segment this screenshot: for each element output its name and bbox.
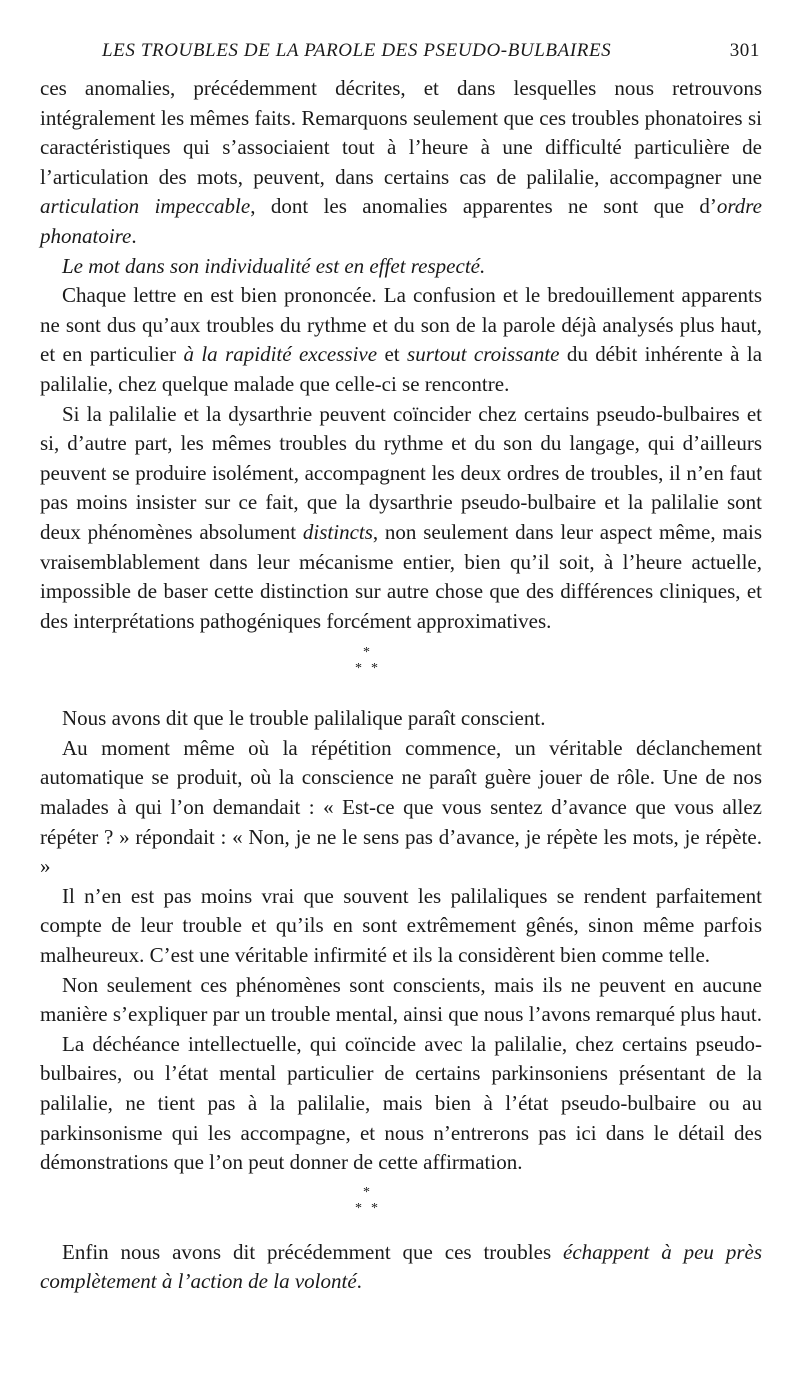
paragraph	[40, 252, 762, 282]
section-break-asterism	[40, 1182, 762, 1220]
paragraph	[40, 1238, 762, 1297]
paragraph	[40, 734, 762, 882]
text-run: du débit inhérente à la palilalie, chez quelque malade que celle-ci se rencontre.	[40, 342, 763, 396]
page-number: 301	[729, 40, 760, 61]
text-run: ces anomalies, précédemment décrites, et dans lesquelles nous retrouvons intégralement les mêmes faits. Remarquons seulement que ces troubles phonatoires si caractéristiques qui s’associaient tout à l’heure à une difficulté particulière de l’articulation des mots, peuvent, dans certains cas de palilalie, accompagner une	[40, 76, 762, 189]
text-run: Enfin nous avons dit précédemment que ces troubles	[62, 1239, 564, 1264]
text-run: , non seulement dans leur aspect même, mais vraisemblablement dans leur mécanisme entier, bien qu’il soit, à l’heure actuelle, impossible de baser cette distinction sur autre chose que des différences cliniques, et des interprétations pathogéniques forcément approximatives.	[40, 519, 762, 633]
asterisk: *	[355, 1200, 362, 1216]
italic-text-run: ordre phonatoire	[40, 194, 762, 248]
running-title: LES TROUBLES DE LA PAROLE DES PSEUDO-BULBAIRES	[102, 40, 612, 61]
text-run: La déchéance intellectuelle, qui coïncide avec la palilalie, chez certains pseudo-bulbaires, ou l’état mental particulier de certains parkinsoniens présentant de la palilalie, ne tient pas à la palilalie, mais bien à l’état pseudo-bulbaire ou au parkinsonisme qui les accompagne, et nous n’entrerons pas ici dans le détail des démonstrations que l’on peut donner de cette affirmation.	[40, 1031, 762, 1175]
book-page	[40, 40, 762, 1297]
text-run: .	[356, 1269, 362, 1294]
section-break-asterism	[40, 642, 762, 686]
text-run: Si la palilalie et la dysarthrie peuvent coïncider chez certains pseudo-bulbaires et si, d’autre part, les mêmes troubles du rythme et du son du langage, qui d’ailleurs peuvent se produire isolément, accompagnent les deux ordres de troubles, il n’en faut pas moins insister sur ce fait, que la dysarthrie pseudo-bulbaire et la palilalie sont deux phénomènes absolument	[40, 401, 762, 544]
paragraph	[40, 971, 762, 1030]
paragraph	[40, 704, 762, 734]
italic-text-run: échappent à peu près complètement à l’action de la volonté	[40, 1239, 762, 1294]
text-run: Au moment même où la répétition commence, un véritable déclanchement automatique se produit, où la conscience ne paraît guère jouer de rôle. Une de nos malades à qui l’on demandait : « Est-ce que vous sentez d’avance que vous allez répéter ? » répondait : « Non, je ne le sens pas d’avance, je répète les mots, je répète. »	[40, 735, 762, 879]
text-run: et	[377, 342, 408, 367]
text-run: Non seulement ces phénomènes sont conscients, mais ils ne peuvent en aucune manière s’expliquer par un trouble mental, ainsi que nous l’avons remarqué plus haut.	[40, 972, 762, 1027]
paragraph	[40, 74, 762, 252]
asterisk: *	[355, 661, 362, 677]
text-run: .	[131, 223, 137, 248]
text-run: Chaque lettre en est bien prononcée. La confusion et le bredouillement apparents ne sont dus qu’aux troubles du rythme et du son de la parole déjà analysés plus haut, et en particulier	[40, 283, 762, 367]
page-header	[40, 40, 762, 74]
asterisk: *	[371, 1200, 378, 1216]
asterisk: *	[363, 645, 370, 661]
paragraph	[40, 281, 762, 399]
asterisk: *	[363, 1184, 370, 1200]
paragraph	[40, 1030, 762, 1178]
page-body	[40, 74, 762, 1297]
asterisk: *	[371, 661, 378, 677]
text-run: Nous avons dit que le trouble palilalique paraît conscient.	[62, 706, 546, 731]
italic-text-run: surtout croissante	[407, 342, 560, 367]
italic-text-run: à la rapidité excessive	[183, 342, 378, 367]
paragraph	[40, 882, 762, 971]
text-run: Il n’en est pas moins vrai que souvent les palilaliques se rendent parfaitement compte de leur trouble et qu’ils en sont extrêmement gênés, sinon même parfois malheureux. C’est une véritable infirmité et ils la considèrent bien comme telle.	[40, 883, 762, 968]
paragraph	[40, 400, 762, 637]
italic-text-run: Le mot dans son individualité est en effet respecté.	[62, 253, 486, 278]
italic-text-run: distincts	[302, 519, 373, 544]
italic-text-run: articulation impeccable	[40, 194, 251, 219]
text-run: , dont les anomalies apparentes ne sont que d’	[250, 194, 717, 219]
